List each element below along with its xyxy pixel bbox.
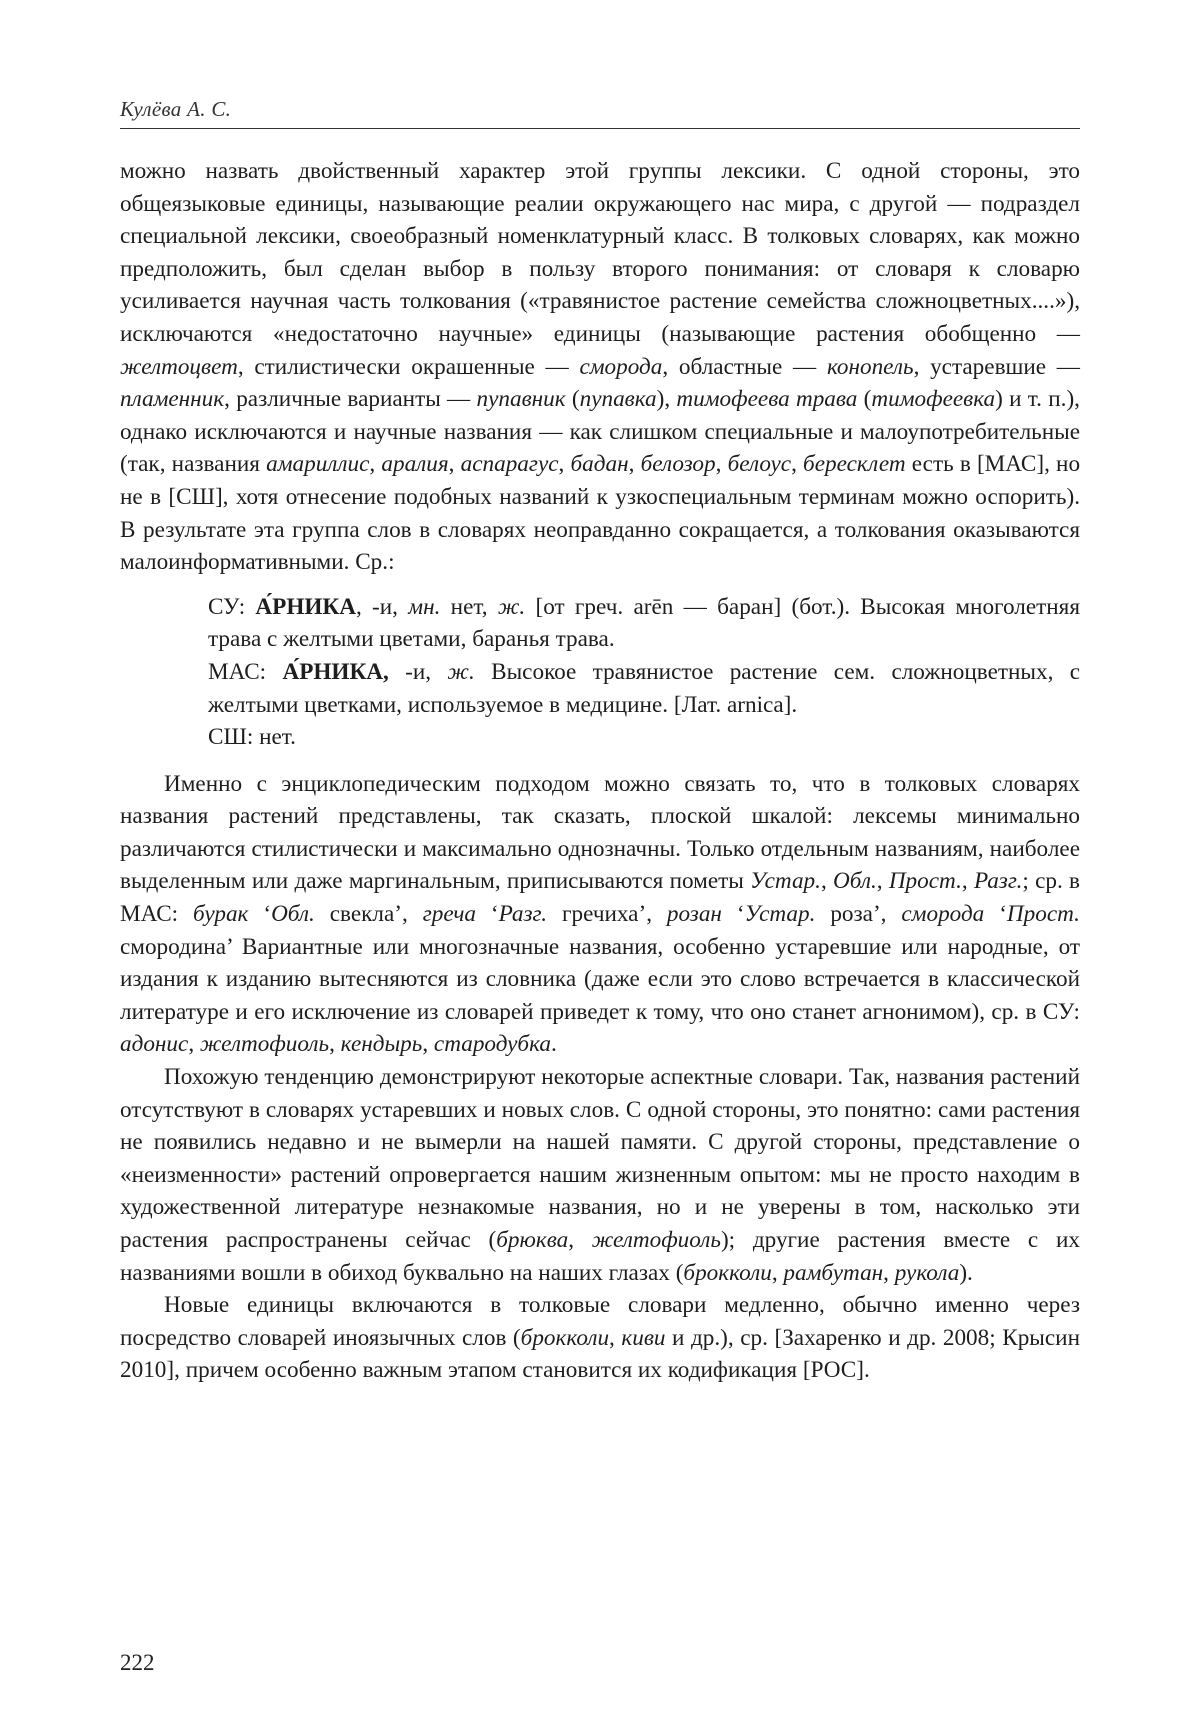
headword: А́РНИКА <box>255 593 356 620</box>
italic-term: брюква <box>496 1227 569 1253</box>
text-run: , <box>883 1259 895 1286</box>
italic-term: желтоцвет <box>120 353 238 380</box>
paragraph-4 <box>120 1289 1080 1387</box>
text-run: ; ср. в МАС: <box>120 868 1081 928</box>
paragraph-1 <box>120 155 1080 579</box>
text-run: ), <box>656 386 677 413</box>
body-text <box>120 155 1080 1387</box>
text-run: , <box>791 451 804 478</box>
italic-term: адонис <box>120 1031 189 1058</box>
text-run: Похожую тенденцию демонстрируют некоторые аспектные словари. Так, названия растений отсутствуют в словарях устаревших и новых слов. С одной стороны, это понятно: сами растения не появились недавно и не вымерли на нашей памяти. С другой стороны, представление о «неизменности» растений опровергается нашим жизненным опытом: мы не просто находим в художественной литературе незнакомые названия, но и не уверены в том, насколько эти растения распространены сейчас ( <box>120 1064 1080 1253</box>
text-run: ‘ <box>475 901 499 928</box>
italic-term: рамбутан <box>783 1259 884 1286</box>
source-label: МАС: <box>208 658 283 685</box>
text-run: есть в [МАС], но не в [СШ], хотя отнесение подобных названий к узкоспециальным терминам можно оспорить). В результате эта группа слов в словарях неоправданно сокращается, а толкования оказываются малоинформативными. Ср.: <box>120 451 1081 576</box>
text-run: ) и т. п.), однако исключаются и научные названия — как слишком специальные и малоупотребительные (так, названия <box>120 386 1080 478</box>
text-run: , <box>820 868 833 895</box>
italic-term: пламенник <box>120 386 225 413</box>
text-run: свекла’, <box>314 901 423 928</box>
text-run: ); другие растения вместе с их названиями вошли в обиход буквально на наших глазах ( <box>120 1227 1080 1286</box>
text-run: Высокое травянистое растение сем. сложноцветных, с желтыми цветками, используемое в медицине. [Лат. arnica]. <box>208 658 1080 718</box>
text-run: и др.), ср. [Захаренко и др. 2008; Крысин 2010], причем особенно важным этапом становится их кодификация [РОС]. <box>120 1324 1080 1384</box>
text-run: ‘ <box>721 901 745 928</box>
italic-term: Разг. <box>498 901 548 928</box>
text-run: , областные — <box>662 353 827 380</box>
running-header <box>120 97 1080 129</box>
text-run: , <box>558 451 571 478</box>
italic-term: Устар. <box>750 868 821 895</box>
text-run: можно назвать двойственный характер этой группы лексики. С одной стороны, это общеязыковые единицы, называющие реалии окружающего нас мира, с другой — подраздел специальной лексики, своеобразный номенклатурный класс. В толковых словарях, как можно предположить, был сделан выбор в пользу второго понимания: от словаря к словарю усиливается научная часть толкования («травянистое растение семейства сложноцветных....»), исключаются «недостаточно научные» единицы (называющие растения обобщенно — <box>120 158 1080 347</box>
text-run: роза’, <box>815 901 902 928</box>
text-run: , <box>568 1227 592 1253</box>
page-number: 222 <box>120 1650 155 1675</box>
italic-term: Разг. <box>973 868 1023 895</box>
text-run: -и, <box>388 658 448 685</box>
italic-term: бурак <box>193 901 249 928</box>
headword: А́РНИКА, <box>282 658 389 685</box>
quote-entry-mas <box>208 656 1080 721</box>
italic-term: Прост. <box>888 868 962 895</box>
text-run: , <box>876 868 889 895</box>
text-run: нет, <box>440 593 498 620</box>
text-run: гречиха’, <box>547 901 667 928</box>
italic-term: аралия <box>381 451 449 478</box>
italic-term: желтофиоль <box>591 1227 721 1253</box>
italic-term: белоус <box>727 451 792 478</box>
italic-term: рукола <box>894 1259 960 1286</box>
italic-term: ж. <box>497 593 526 620</box>
text-run: ( <box>565 386 580 413</box>
italic-term: сморода <box>579 353 663 380</box>
text-run: [от греч. arēn — баран] (бот.). Высокая многолетняя трава с желтыми цветами, баранья трава. <box>208 593 1080 653</box>
paragraph-3 <box>120 1061 1080 1289</box>
text-run: , <box>628 451 641 478</box>
italic-term: брокколи <box>683 1259 772 1286</box>
text-run: , <box>188 1031 200 1058</box>
italic-term: Прост. <box>1006 901 1080 928</box>
italic-term: мн. <box>408 593 441 620</box>
quote-entry-su <box>208 591 1080 656</box>
text-run: , <box>715 451 728 478</box>
text-run: , различные варианты — <box>224 386 477 413</box>
text-run: , <box>609 1324 622 1351</box>
italic-term: греча <box>422 901 476 928</box>
text-run: , стилистически окрашенные — <box>237 353 580 380</box>
header-author: Кулёва А. С. <box>120 97 232 121</box>
italic-term: тимофеевка <box>871 386 996 413</box>
italic-term: бадан <box>570 451 629 478</box>
italic-term: амариллис <box>266 451 370 478</box>
italic-term: конопель <box>826 353 914 380</box>
italic-term: кендырь <box>340 1031 423 1058</box>
italic-term: пупавка <box>579 386 657 413</box>
source-label: СУ: <box>208 593 256 620</box>
text-run: ). <box>959 1259 973 1286</box>
italic-term: Обл. <box>833 868 877 895</box>
dictionary-quote-block <box>120 591 1080 754</box>
text-run: , <box>369 451 382 478</box>
italic-term: брокколи <box>520 1324 610 1351</box>
italic-term: белозор <box>640 451 716 478</box>
text-run: ‘ <box>984 901 1007 928</box>
italic-term: смородa <box>901 901 985 928</box>
italic-term: киви <box>621 1324 666 1351</box>
text-run: смородина’ Вариантные или многозначные названия, особенно устаревшие или народные, от издания к изданию вытесняются из словника (даже если это слово встречается в классической литературе и его исключение из словарей приведет к тому, что оно станет агнонимом), ср. в СУ: <box>120 933 1080 1025</box>
text-run: , <box>422 1031 434 1058</box>
text-run: , <box>961 868 974 895</box>
italic-term: Устар. <box>744 901 816 928</box>
italic-term: аспарагус <box>460 451 559 478</box>
quote-entry-ssh: СШ: нет. <box>208 724 296 751</box>
italic-term: стародубка <box>433 1031 551 1058</box>
italic-term: пупавник <box>476 386 566 413</box>
text-run: , устаревшие — <box>913 353 1080 380</box>
italic-term: ж. <box>447 658 475 685</box>
text-run: . <box>550 1031 557 1058</box>
italic-term: тимофеева трава <box>676 386 858 413</box>
paragraph-2 <box>120 768 1080 1061</box>
text-run: ( <box>857 386 872 413</box>
text-run: , <box>771 1259 784 1286</box>
text-run: Именно с энциклопедическим подходом можно связать то, что в толковых словарях названия растений представлены, так сказать, плоской шкалой: лексемы минимально различаются стилистически и максимально однозначны. Только отдельным названиям, наиболее выделенным или даже маргинальным, приписываются пометы <box>120 770 1080 895</box>
italic-term: желтофиоль <box>199 1031 330 1058</box>
text-run: ‘ <box>248 901 272 928</box>
italic-term: бересклет <box>803 451 906 478</box>
italic-term: Обл. <box>271 901 315 928</box>
text-run: , <box>448 451 461 478</box>
text-run: , -и, <box>355 593 409 620</box>
italic-term: розан <box>666 901 722 928</box>
text-run: , <box>329 1031 341 1058</box>
text-run: Новые единицы включаются в толковые словари медленно, обычно именно через посредство словарей иноязычных слов ( <box>120 1292 1080 1351</box>
